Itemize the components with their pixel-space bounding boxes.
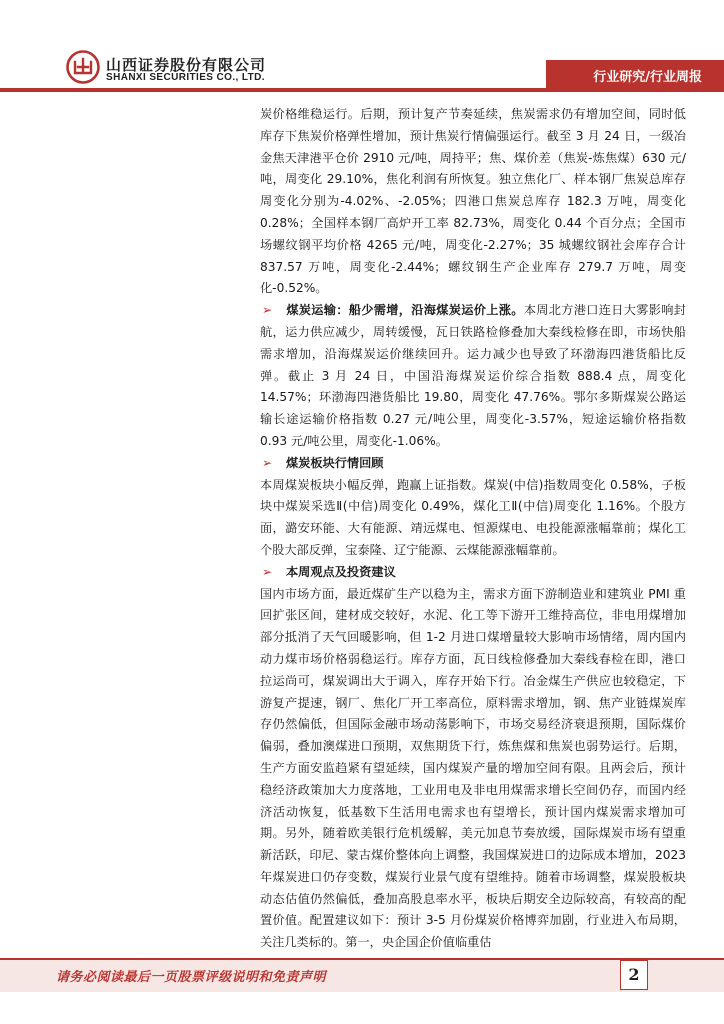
- section-title: 煤炭板块行情回顾: [286, 455, 384, 470]
- outlook-paragraph: 国内市场方面，最近煤矿生产以稳为主，需求方面下游制造业和建筑业 PMI 重回扩张区间，建材成交较好，水泥、化工等下游开工维持高位，非电用煤增加部分抵消了天气回暖影响，但 1-2 月进口煤增量较大影响市场情绪，周内国内动力煤市场价格弱稳运行。库存方面，瓦日线检修叠加大秦线春检在即，港口拉运尚可，煤炭调出大于调入，库存开始下行。冶金煤生产供应也较稳定，下游复产提速，钢厂、焦化厂开工率高位，原料需求增加，钢、焦产业链煤炭库存仍然偏低，但国际金融市场动荡影响下，市场交易经济衰退预期，国际煤价偏弱，叠加澳煤进口预期，双焦期货下行，炼焦煤和焦炭也弱势运行。后期，生产方面安监趋紧有望延续，国内煤炭产量的增加空间有限。且两会后，预计稳经济政策加大力度落地，工业用电及非电用煤需求增长空间仍存，而国内经济活动恢复，低基数下生活用电需求也有望增长，预计国内煤炭需求增加可期。另外，随着欧美银行危机缓解，美元加息节奏放缓，国际煤炭市场有望重新活跃，印尼、蒙古煤价整体向上调整，我国煤炭进口的边际成本增加，2023 年煤炭进口仍存变数，煤炭行业景气度有望维持。随着市场调整，煤炭股板块动态估值仍然偏低，叠加高股息率水平，板块后期安全边际较高，有较高的配置价值。配置建议如下：预计 3-5 月份煤炭价格博弈加剧，行业进入布局期，关注几类标的。第一，央企国企价值临重估: [260, 586, 686, 950]
- section-coal-transport: [260, 300, 686, 453]
- page-footer: [0, 958, 724, 1008]
- report-category: 行业研究/行业周报: [593, 70, 702, 85]
- coke-market-paragraph: 炭价格维稳运行。后期，预计复产节奏延续，焦炭需求仍有增加空间，同时低库存下焦炭价格弹性增加，预计焦炭行情偏强运行。截至 3 月 24 日，一级冶金焦天津港平仓价 2910 元/吨，周持平；焦、煤价差（焦炭-炼焦煤）630 元/吨，周变化 29.10%，焦化利润有所恢复。独立焦化厂、样本钢厂焦炭总库存周变化分别为-4.02%、-2.05%；四港口焦炭总库存 182.3 万吨，周变化 0.28%；全国样本钢厂高炉开工率 82.73%，周变化 0.44 个百分点；全国市场螺纹钢平均价格 4265 元/吨，周变化-2.27%；35 城螺纹钢社会库存合计 837.57 万吨，周变化-2.44%；螺纹钢生产企业库存 279.7 万吨，周变化-0.52%。: [260, 107, 686, 296]
- disclaimer-notice: 请务必阅读最后一页股票评级说明和免责声明: [56, 970, 327, 985]
- bullet-arrow-icon: ➢: [262, 564, 273, 579]
- bullet-arrow-icon: ➢: [262, 303, 273, 318]
- section-title: 本周观点及投资建议: [286, 564, 396, 579]
- bullet-arrow-icon: ➢: [262, 455, 273, 470]
- company-name-cn: 山西证券股份有限公司: [106, 56, 267, 74]
- section-body: 本周北方港口连日大雾影响封航，运力供应减少，周转缓慢，瓦日铁路检修叠加大秦线检修在即，市场快船需求增加，沿海煤炭运价继续回升。运力减少也导致了环渤海四港货船比反弹。截止 3 月 24 日，中国沿海煤炭运价综合指数 888.4 点，周变化 14.57%；环渤海四港货船比 19.80，周变化 47.76%。鄂尔多斯煤炭公路运输长途运输价格指数 0.27 元/吨公里，周变化-3.57%，短途运输价格指数 0.93 元/吨公里，周变化-1.06%。: [260, 303, 686, 448]
- section-title: 煤炭运输：船少需增，沿海煤炭运价上涨。: [286, 303, 524, 318]
- page-header: [0, 0, 724, 96]
- company-name-en: SHANXI SECURITIES CO., LTD.: [106, 72, 265, 83]
- shanxi-securities-logo-icon: [66, 50, 100, 84]
- sector-review-paragraph: 本周煤炭板块小幅反弹，跑赢上证指数。煤炭(中信)指数周变化 0.58%，子板块中煤炭采选Ⅱ(中信)周变化 0.49%，煤化工Ⅱ(中信)周变化 1.16%。个股方面，潞安环能、大有能源、靖远煤电、恒源煤电、电投能源涨幅靠前；煤化工个股大部反弹，宝泰隆、辽宁能源、云煤能源涨幅靠前。: [260, 477, 686, 557]
- section-sector-heading: [260, 453, 686, 475]
- section-outlook-heading: [260, 562, 686, 584]
- page-number: 2: [620, 960, 648, 990]
- report-body: [260, 104, 686, 954]
